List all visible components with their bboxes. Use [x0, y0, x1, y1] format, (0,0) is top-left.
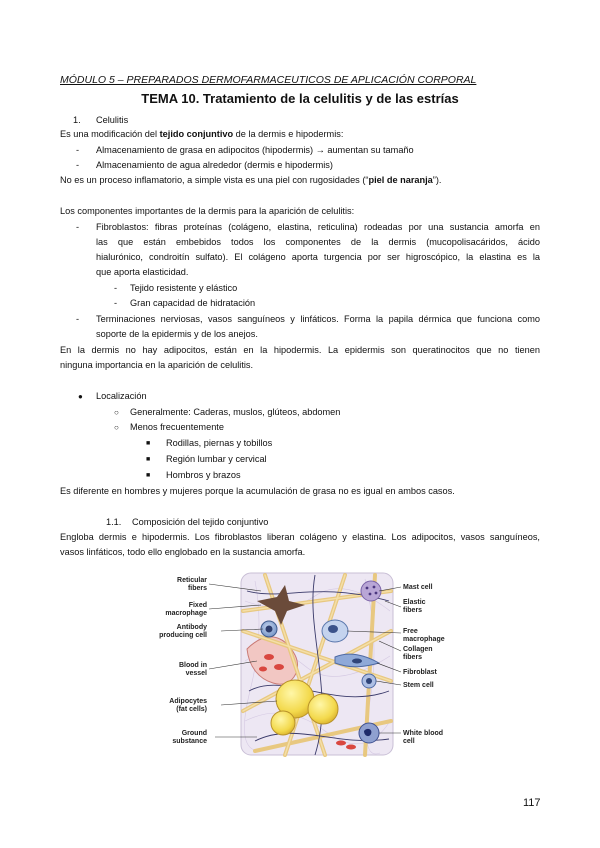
localizacion-label: Localización [96, 391, 147, 401]
difference-note: Es diferente en hombres y mujeres porque la acumulación de grasa no es igual en ambos casos. [60, 486, 455, 496]
square-bullet-icon: ■ [146, 472, 151, 479]
hollow-circle-bullet-icon: ○ [114, 408, 119, 417]
label-blood-in-vessel-2: vessel [185, 670, 207, 677]
dash-bullet: - [114, 298, 118, 308]
label-adipocytes: Adipocytes [169, 698, 207, 705]
localizacion-general: Generalmente: Caderas, muslos, glúteos, abdomen [130, 407, 341, 417]
list-item: Almacenamiento de agua alrededor (dermis e hipodermis) [96, 160, 333, 170]
connective-tissue-figure [159, 571, 495, 759]
label-adipocytes-2: (fat cells) [176, 706, 207, 713]
fibroblast-text-line: Fibroblastos: fibras proteínas (colágeno, elastina, reticulina) rodeadas por una sustancia amorfa en [96, 222, 540, 232]
tissue-illustration [241, 573, 393, 755]
label-elastic-fibers-2: fibers [403, 607, 423, 614]
label-white-blood-cell: White blood [403, 730, 444, 737]
dash-bullet: - [76, 160, 80, 170]
label-fibroblast: Fibroblast [403, 669, 437, 676]
section-number: 1.1. [106, 517, 122, 527]
label-mast-cell: Mast cell [403, 584, 433, 591]
filled-circle-bullet-icon: ● [78, 392, 83, 401]
sub-list-item: Rodillas, piernas y tobillos [166, 438, 273, 448]
fibroblast-text-line: que aporta elasticidad. [96, 267, 189, 277]
definition-paragraph: Es una modificación del tejido conjuntivo de la dermis e hipodermis: [60, 129, 344, 139]
dermis-note-line: En la dermis no hay adipocitos, están en la hipodermis. La epidermis son queratinocitos que no tienen [60, 345, 540, 355]
composition-text-line: Engloba dermis e hipodermis. Los fibroblastos liberan colágeno y elastina. Los adipocitos, vasos sanguíneos, [60, 532, 540, 542]
localizacion-menos: Menos frecuentemente [130, 422, 224, 432]
label-elastic-fibers: Elastic [403, 599, 426, 606]
label-free-macrophage-2: macrophage [403, 636, 445, 643]
fibroblast-text-line: las que están embebidos todos los componentes de la dermis (mucopolisacáridos, ácido [96, 237, 540, 247]
hollow-circle-bullet-icon: ○ [114, 423, 119, 432]
page-number: 117 [523, 797, 541, 809]
dash-bullet: - [114, 283, 118, 293]
label-white-blood-cell-2: cell [403, 738, 415, 745]
label-reticular-fibers: Reticular [177, 577, 207, 584]
right-labels [403, 584, 445, 745]
label-fixed-macrophage-2: macrophage [165, 610, 207, 617]
dash-bullet: - [76, 314, 80, 324]
sub-list-item: Gran capacidad de hidratación [130, 298, 256, 308]
list-item: Almacenamiento de grasa en adipocitos (hipodermis) → aumentan su tamaño [96, 145, 414, 155]
label-free-macrophage: Free [403, 628, 418, 635]
square-bullet-icon: ■ [146, 456, 151, 463]
label-ground-substance-2: substance [172, 738, 207, 745]
label-antibody-producing-cell: Antibody [176, 624, 207, 631]
page-title: TEMA 10. Tratamiento de la celulitis y de las estrías [141, 91, 459, 106]
label-fixed-macrophage: Fixed [188, 602, 207, 609]
left-labels [159, 577, 207, 745]
section-heading: Composición del tejido conjuntivo [132, 517, 269, 527]
section-heading: Celulitis [96, 115, 129, 125]
label-collagen-fibers: Collagen [403, 646, 433, 653]
label-blood-in-vessel: Blood in [179, 662, 207, 669]
fibroblast-text-line: hialurónico, condroitín sulfato). El colágeno aporta turgencia por ser higroscópico, la elastina es la [96, 252, 540, 262]
dermis-note-line: ninguna importancia en la aparición de celulitis. [60, 360, 254, 370]
terminations-text-line: Terminaciones nerviosas, vasos sanguíneos y linfáticos. Forma la papila dérmica que funciona como [96, 314, 540, 324]
label-stem-cell: Stem cell [403, 682, 434, 689]
label-ground-substance: Ground [181, 730, 207, 737]
label-collagen-fibers-2: fibers [403, 654, 423, 661]
label-reticular-fibers-2: fibers [187, 585, 207, 592]
components-intro: Los componentes importantes de la dermis para la aparición de celulitis: [60, 206, 355, 216]
sub-list-item: Región lumbar y cervical [166, 454, 267, 464]
sub-list-item: Hombros y brazos [166, 470, 241, 480]
label-antibody-producing-cell-2: producing cell [159, 632, 207, 639]
terminations-text-line: soporte de la epidermis y de los anejos. [96, 329, 258, 339]
inflammation-note: No es un proceso inflamatorio, a simple vista es una piel con rugosidades (“piel de naranja”). [60, 175, 442, 185]
dash-bullet: - [76, 145, 80, 155]
section-number: 1. [73, 115, 81, 125]
sub-list-item: Tejido resistente y elástico [130, 283, 238, 293]
square-bullet-icon: ■ [146, 440, 151, 447]
module-header: MÓDULO 5 – PREPARADOS DERMOFARMACEUTICOS DE APLICACIÓN CORPORAL [60, 74, 477, 86]
composition-text-line: vasos linfáticos, todo ello englobado en la sustancia amorfa. [60, 547, 306, 557]
dash-bullet: - [76, 222, 80, 232]
